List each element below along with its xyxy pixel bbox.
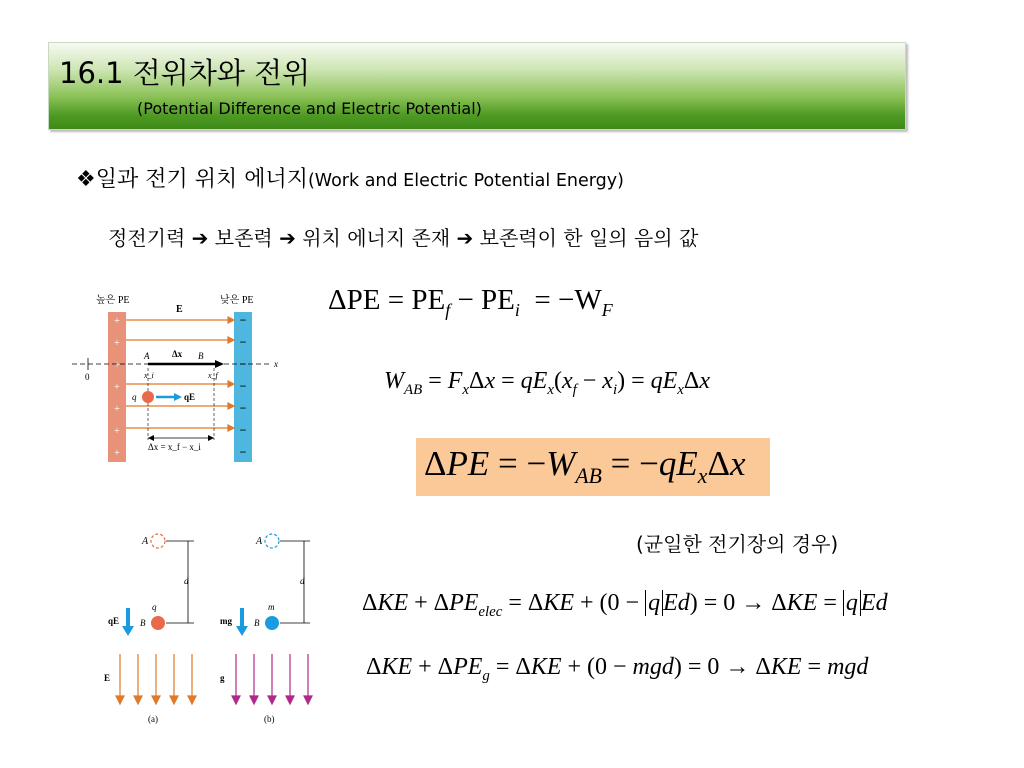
plus-sign: + (114, 448, 120, 459)
section-heading (76, 162, 624, 193)
minus-sign: − (239, 379, 247, 393)
equation-ke-gravity: $\Delta KE + \Delta PE_g = \Delta KE + (0 - mgd) = 0 \to \Delta KE$ = mgd (366, 654, 869, 684)
force-mg-label: mg⃗ (220, 616, 239, 626)
mass-ball-icon (265, 616, 279, 630)
plus-sign: + (114, 316, 120, 327)
label-b-point: B (140, 618, 146, 628)
arrow-right-icon: ➔ (456, 226, 474, 250)
label-high-pe: 높은 PE (96, 295, 130, 306)
charge-ball-icon (151, 616, 165, 630)
plus-sign: + (114, 426, 120, 437)
heading-korean: 일과 전기 위치 에너지 (95, 167, 308, 192)
charge-q-label: q (152, 602, 157, 612)
force-label: qE⃗ (184, 392, 203, 402)
flow-step: 보존력 (214, 226, 273, 250)
minus-sign: − (239, 335, 247, 349)
minus-sign: − (239, 423, 247, 437)
down-arrow-icon (122, 626, 134, 636)
equation-ke-electric: $\Delta KE + \Delta PE_{elec} = \Delta KE + (0 - q$ Ed) = 0 → ΔKE = q Ed (362, 590, 888, 620)
equation-pe-work: $\Delta PE = PE_f - PE_i = -W_F$ (328, 284, 613, 320)
plus-sign: + (114, 382, 120, 393)
plus-sign: + (114, 404, 120, 415)
flow-step: 보존력이 한 일의 음의 값 (479, 226, 699, 250)
title-bar (48, 42, 906, 130)
label-a-point: A (256, 536, 263, 547)
charge-label: q (132, 392, 137, 402)
initial-position-a (151, 534, 165, 548)
minus-sign: − (239, 357, 247, 371)
caption-a: (a) (148, 714, 158, 724)
slide-title: 16.1 전위차와 전위 (59, 56, 311, 90)
minus-sign: − (239, 401, 247, 415)
plus-sign: + (114, 360, 120, 371)
label-low-pe: 낮은 PE (220, 295, 254, 306)
axis-label: x (274, 359, 278, 369)
field-label: E⃗ (176, 304, 191, 315)
distance-d-label: d (300, 576, 305, 586)
field-e-label: E⃗ (104, 673, 118, 683)
slide-subtitle: (Potential Difference and Electric Potential) (137, 99, 482, 118)
plus-sign: + (114, 338, 120, 349)
concept-flow (108, 222, 698, 251)
uniform-field-note: (균일한 전기장의 경우) (636, 532, 839, 556)
minus-sign: − (239, 313, 247, 327)
delta-x-label: Δx = x_f − x_i (148, 442, 201, 452)
initial-position-b (265, 534, 279, 548)
minus-sign: − (239, 445, 247, 459)
point-a-label: A (144, 351, 150, 361)
displacement-label: Δx⃗ (172, 349, 190, 359)
label-b-point: B (254, 618, 260, 628)
figure-capacitor (68, 288, 290, 468)
mass-m-label: m (268, 602, 275, 612)
equation-pe-highlight: $\Delta PE = -W_{AB} = -qE_x\Delta x$ (424, 444, 746, 488)
force-arrow-icon (174, 393, 182, 401)
origin-label: 0 (85, 372, 90, 382)
diamond-bullet-icon: ❖ (76, 167, 96, 192)
point-b-label: B (198, 351, 204, 361)
caption-b: (b) (264, 714, 275, 724)
force-qe-label: qE⃗ (108, 616, 127, 626)
xf-label: x_f (208, 371, 218, 380)
flow-step: 위치 에너지 존재 (302, 226, 451, 250)
charge-dot (142, 391, 154, 403)
down-arrow-icon (236, 626, 248, 636)
figure-field-gravity (104, 526, 328, 734)
xi-label: x_i (144, 371, 154, 380)
equation-work-ab: $W_{AB} = F_x\Delta x = qE_x(x_f - x_i) = qE_x\Delta x$ (384, 368, 710, 398)
field-g-label: g⃗ (220, 673, 232, 683)
label-a-point: A (142, 536, 149, 547)
flow-step: 정전기력 (108, 226, 186, 250)
arrow-right-icon: ➔ (279, 226, 296, 250)
heading-english: (Work and Electric Potential Energy) (307, 171, 624, 191)
distance-d-label: d (184, 576, 189, 586)
arrow-right-icon: ➔ (191, 226, 209, 250)
